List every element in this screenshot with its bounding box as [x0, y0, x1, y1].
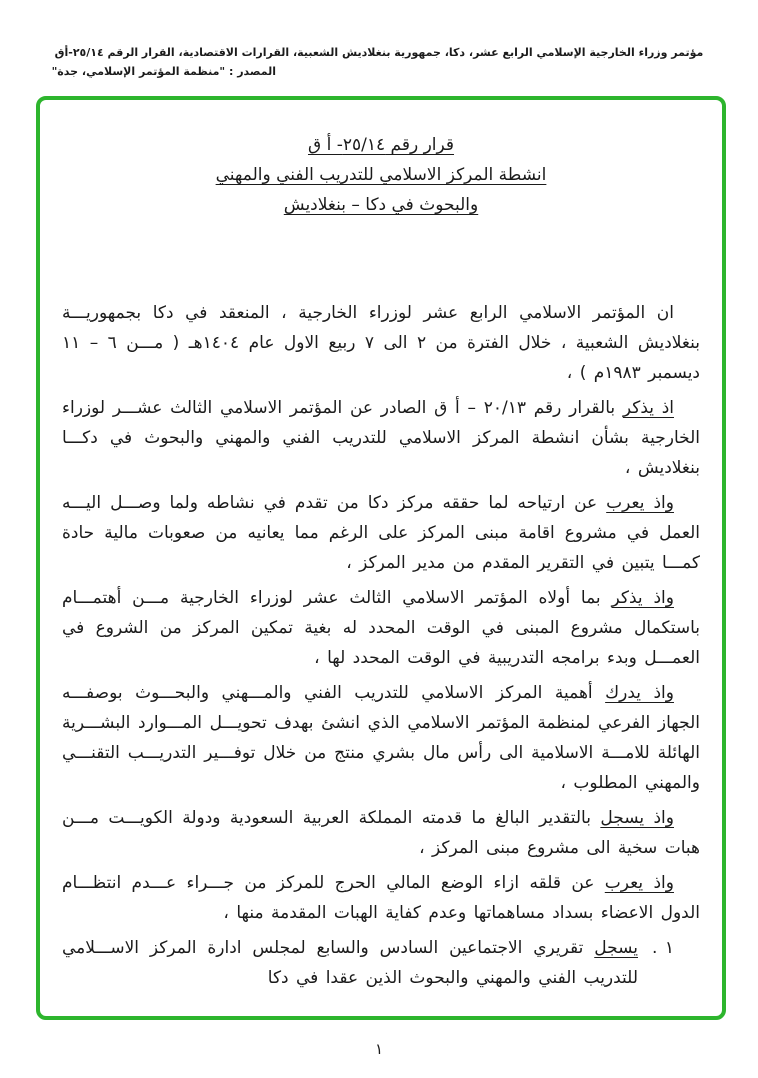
paragraph-appreciation	[62, 803, 700, 863]
header-source-label: المصدر :	[228, 65, 276, 78]
paragraph-lead: واذ يعرب	[604, 873, 674, 893]
document-frame	[36, 96, 726, 1020]
paragraph-satisfaction	[62, 488, 700, 578]
paragraph-text: عن قلقه ازاء الوضع المالي الحرج للمركز من جـــراء عـــدم انتظـــام الدول الاعضاء بسداد مساهماتها وعدم كفاية الهبات المقدمة منها ،	[62, 873, 700, 923]
paragraph-preamble	[62, 298, 700, 388]
paragraph-recalling	[62, 393, 700, 483]
header-source-value: "منظمة المؤتمر الإسلامي، جدة"	[51, 65, 226, 78]
paragraph-text: عن ارتياحه لما حققه مركز دكا من تقدم في نشاطه ولما وصـــل اليـــه العمل في مشروع اقامة مبنى المركز على الرغم مما يعانيه من صعوبات مالية حادة كمـــا يتبين في التقرير المقدم من مدير المركز ،	[62, 493, 700, 573]
paragraph-reminding	[62, 583, 700, 673]
list-item-1	[62, 933, 700, 993]
paragraph-text: بما أولاه المؤتمر الاسلامي الثالث عشر لوزراء الخارجية مـــن أهتمـــام باستكمال مشروع المبنى في الوقت المحدد له بغية تمكين المركز من الشروع في العمـــل وبدء برامجه التدريبية في الوقت المحدد لها ،	[62, 588, 700, 668]
list-item-number: ١ .	[652, 938, 674, 958]
paragraph-text: بالقرار رقم ٢٠/١٣ – أ ق الصادر عن المؤتمر الاسلامي الثالث عشـــر لوزراء الخارجية بشأن انشطة المركز الاسلامي للتدريب الفني والمهني والبحوث في دكـــا بنغلاديش ،	[62, 398, 700, 478]
title-line-resolution-number: قرار رقم ٢٥/١٤- أ ق	[307, 135, 455, 155]
paragraph-text: أهمية المركز الاسلامي للتدريب الفني والمـــهني والبحـــوث بوصفـــه الجهاز الفرعي لمنظمة المؤتمر الاسلامي الذي انشئ بهدف تحويـــل المـــوارد البشـــرية الهائلة للامـــة الاسلامية الى رأس مال بشري منتج من خلال توفـــير التدريـــب التقنـــي والمهني المطلوب ،	[62, 683, 700, 793]
paragraph-text: بالتقدير البالغ ما قدمته المملكة العربية السعودية ودولة الكويـــت مـــن هبات سخية الى مشروع مبنى المركز ،	[62, 808, 700, 858]
paragraph-lead: واذ يدرك	[605, 683, 674, 703]
paragraph-lead: اذ يذكر	[622, 398, 674, 418]
paragraph-lead: واذ يذكر	[611, 588, 674, 608]
page-number: ١	[374, 1040, 384, 1058]
title-line-subject: انشطة المركز الاسلامي للتدريب الفني والمهني	[215, 165, 547, 185]
paragraph-recognizing	[62, 678, 700, 798]
paragraph-lead: واذ يسجل	[600, 808, 674, 828]
document-body	[62, 298, 700, 993]
title-line-location: والبحوث في دكا – بنغلاديش	[283, 195, 479, 215]
list-item-lead: يسجل	[594, 938, 638, 958]
paragraph-lead: واذ يعرب	[606, 493, 674, 513]
header-citation: مؤتمر وزراء الخارجية الإسلامي الرابع عشر، دكا، جمهورية بنغلاديش الشعبية، القرارات الاقتصادية، القرار الرقم ٢٥/١٤-أق	[54, 46, 704, 59]
paragraph-concern	[62, 868, 700, 928]
list-item-text	[62, 933, 638, 993]
title-block	[62, 130, 700, 220]
list-item-body: تقريري الاجتماعين السادس والسابع لمجلس ادارة المركز الاســـلامي للتدريب الفني والمهني والبحوث الذين عقدا في دكا	[62, 938, 638, 988]
paragraph-text: ان المؤتمر الاسلامي الرابع عشر لوزراء الخارجية ، المنعقد في دكا بجمهوريـــة بنغلاديش الشعبية ، خلال الفترة من ٢ الى ٧ ربيع الاول عام ١٤٠٤هـ ( مـــن ٦ – ١١ ديسمبر ١٩٨٣م ) ،	[62, 303, 700, 383]
document-header	[16, 46, 742, 78]
header-source	[16, 65, 276, 78]
